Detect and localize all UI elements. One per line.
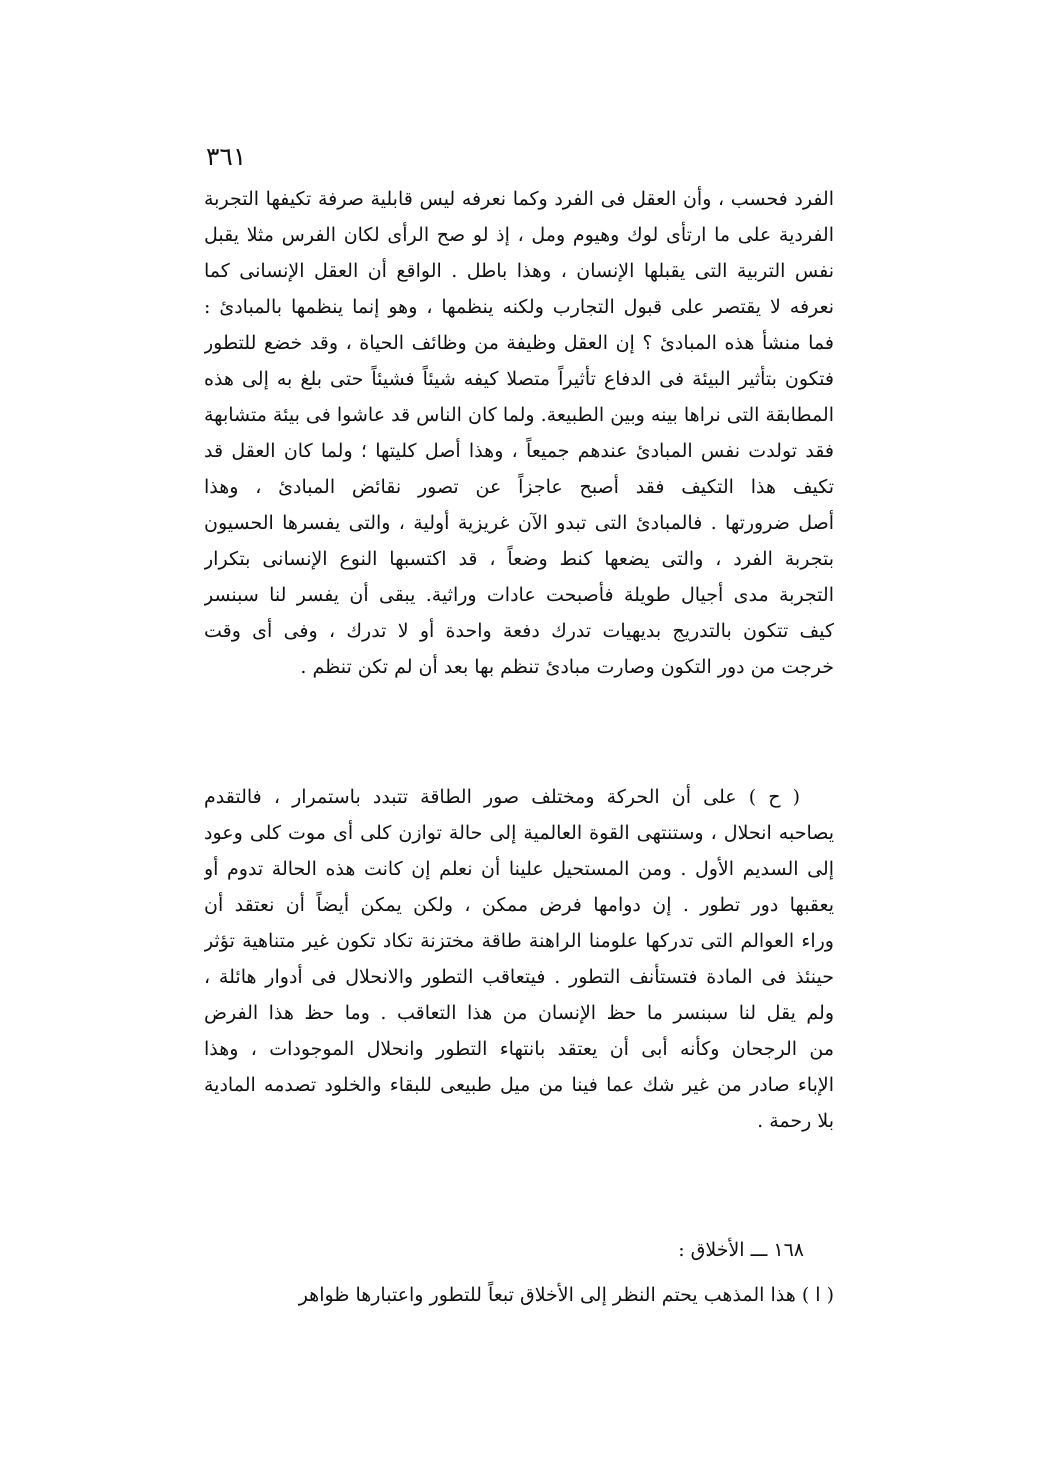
paragraph-3 bbox=[204, 1277, 834, 1313]
text-line: يعقبها دور تطور . إن دوامها فرض ممكن ، ولكن يمكن أيضاً أن نعتقد أن bbox=[204, 894, 834, 916]
text-line: ( ح ) على أن الحركة ومختلف صور الطاقة تتبدد باستمرار ، فالتقدم bbox=[204, 786, 800, 808]
text-line: ( ا ) هذا المذهب يحتم النظر إلى الأخلاق تبعاً للتطور واعتبارها ظواهر bbox=[298, 1284, 834, 1306]
text-line: فما منشأ هذه المبادئ ؟ إن العقل وظيفة من وظائف الحياة ، وقد خضع للتطور bbox=[204, 332, 834, 354]
section-heading: ١٦٨ ـــ الأخلاق : bbox=[678, 1239, 804, 1261]
text-line: فتكون بتأثير البيئة فى الدفاع تأثيراً متصلا كيفه شيئاً فشيئاً حتى بلغ به إلى هذه bbox=[204, 368, 834, 390]
text-line: إلى السديم الأول . ومن المستحيل علينا أن نعلم إن كانت هذه الحالة تدوم أو bbox=[204, 858, 834, 880]
text-line: ولم يقل لنا سبنسر ما حظ الإنسان من هذا التعاقب . وما حظ هذا الفرض bbox=[204, 1002, 834, 1024]
text-line: يصاحبه انحلال ، وستنتهى القوة العالمية إلى حالة توازن كلى أى موت كلى وعود bbox=[204, 822, 834, 844]
text-line: تكيف هذا التكيف فقد أصبح عاجزاً عن تصور نقائض المبادئ ، وهذا bbox=[204, 476, 834, 498]
text-line: أصل ضرورتها . فالمبادئ التى تبدو الآن غريزية أولية ، والتى يفسرها الحسيون bbox=[204, 512, 834, 534]
text-line: خرجت من دور التكون وصارت مبادئ تنظم بها بعد أن لم تكن تنظم . bbox=[300, 656, 834, 678]
text-line: التجربة مدى أجيال طويلة فأصبحت عادات وراثية. يبقى أن يفسر لنا سبنسر bbox=[204, 584, 834, 606]
text-line: الفردية على ما ارتأى لوك وهيوم ومل ، إذ لو صح الرأى لكان الفرس مثلا يقبل bbox=[204, 224, 834, 246]
page-number: ٣٦١ bbox=[206, 142, 247, 171]
text-line: من الرجحان وكأنه أبى أن يعتقد بانتهاء التطور وانحلال الموجودات ، وهذا bbox=[204, 1038, 834, 1060]
text-line: نعرفه لا يقتصر على قبول التجارب ولكنه ينظمها ، وهو إنما ينظمها بالمبادئ : bbox=[204, 296, 834, 318]
text-line: كيف تتكون بالتدريج بديهيات تدرك دفعة واحدة أو لا تدرك ، وفى أى وقت bbox=[204, 620, 834, 642]
text-line: بتجربة الفرد ، والتى يضعها كنط وضعاً ، قد اكتسبها النوع الإنسانى بتكرار bbox=[204, 548, 834, 570]
text-line: الفرد فحسب ، وأن العقل فى الفرد وكما نعرفه ليس قابلية صرفة تكيفها التجربة bbox=[204, 188, 834, 210]
text-line: حينئذ فى المادة فتستأنف التطور . فيتعاقب التطور والانحلال فى أدوار هائلة ، bbox=[204, 966, 834, 988]
text-line: وراء العوالم التى تدركها علومنا الراهنة طاقة مختزنة تكاد تكون غير متناهية تؤثر bbox=[204, 930, 834, 952]
paragraph-1 bbox=[204, 181, 834, 685]
paragraph-2 bbox=[204, 779, 834, 1139]
text-line: فقد تولدت نفس المبادئ عندهم جميعاً ، وهذا أصل كليتها ؛ ولما كان العقل قد bbox=[204, 440, 834, 462]
text-line: الإباء صادر من غير شك عما فينا من ميل طبيعى للبقاء والخلود تصدمه المادية bbox=[204, 1074, 834, 1096]
text-line: بلا رحمة . bbox=[757, 1110, 834, 1132]
text-line: نفس التربية التى يقبلها الإنسان ، وهذا باطل . الواقع أن العقل الإنسانى كما bbox=[204, 260, 834, 282]
text-line: المطابقة التى نراها بينه وبين الطبيعة. ولما كان الناس قد عاشوا فى بيئة متشابهة bbox=[204, 404, 834, 426]
